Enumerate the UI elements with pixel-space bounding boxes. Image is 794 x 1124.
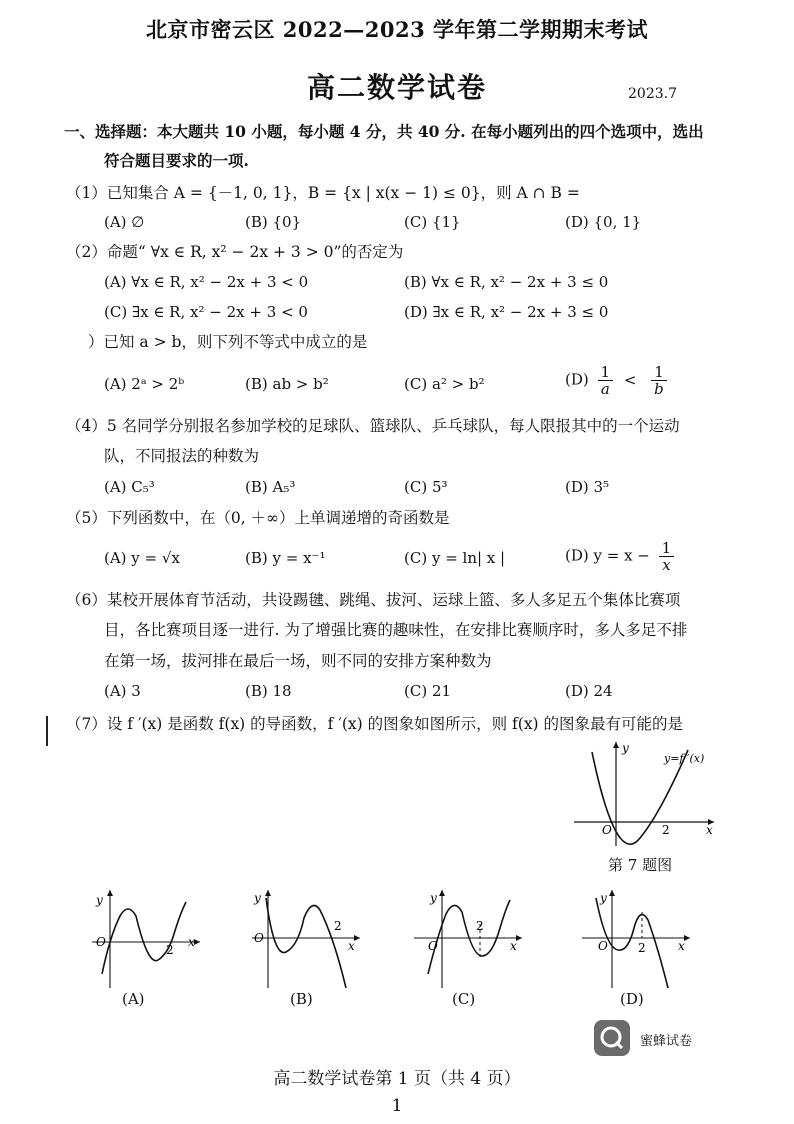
q4-option-b: (B) A₅³ (245, 478, 296, 496)
axis-x-label: x (706, 823, 713, 837)
q5-option-d (565, 540, 674, 573)
choice-c-tick: 2 (476, 919, 484, 933)
choice-c-origin: O (428, 939, 438, 953)
choice-a-y: y (96, 893, 103, 907)
q7-stem: （7）设 f ′(x) 是函数 f(x) 的导函数，f ′(x) 的图象如图所示，则 f(x) 的图象最有可能的是 (66, 715, 684, 733)
y-axis-arrow (613, 742, 619, 748)
q7-choice-b-graph (248, 884, 368, 994)
choice-b-origin: O (254, 931, 264, 945)
choice-b-tick: 2 (334, 919, 342, 933)
q3-option-b: (B) ab > b² (245, 375, 329, 393)
choice-d-y: y (600, 891, 607, 905)
q4-line2: 队，不同报法的种数为 (104, 447, 260, 465)
tick-2-label: 2 (662, 823, 670, 837)
q4-option-d: (D) 3⁵ (565, 478, 610, 496)
q6-line1: （6）某校开展体育节活动，共设踢毽、跳绳、拔河、运球上篮、多人多足五个集体比赛项 (66, 591, 681, 609)
q6-option-b: (B) 18 (245, 682, 292, 700)
q1-option-b: (B) {0} (245, 213, 302, 231)
q5-option-b: (B) y = x⁻¹ (245, 549, 326, 567)
exam-date: 2023.7 (628, 86, 677, 102)
q3-option-d-label: (D) (565, 370, 589, 389)
section-heading-line2: 符合题目要求的一项. (104, 151, 249, 170)
q2-option-b: (B) ∀x ∈ R, x² − 2x + 3 ≤ 0 (404, 273, 609, 291)
q3-less-than: < (623, 370, 637, 389)
margin-mark (46, 716, 48, 746)
q5-stem: （5）下列函数中，在（0, ＋∞）上单调递增的奇函数是 (66, 509, 450, 527)
choice-d-tick: 2 (638, 941, 646, 955)
curve-label: y=f ′(x) (664, 752, 705, 765)
q5-fraction: $\frac{1}{x}$ (659, 540, 675, 573)
q2-option-d: (D) ∃x ∈ R, x² − 2x + 3 ≤ 0 (404, 303, 609, 321)
paper-subtitle: 高二数学试卷 (306, 71, 487, 104)
q3-stem: ）已知 a > b，则下列不等式中成立的是 (88, 333, 368, 351)
watermark-text: 蜜蜂试卷 (640, 1034, 693, 1049)
q7-choice-d-label: (D) (620, 990, 644, 1008)
q5-option-d-label: (D) y = x − (565, 546, 650, 565)
choice-b-x: x (348, 939, 355, 953)
q4-option-c: (C) 5³ (404, 478, 448, 496)
choice-c-y: y (430, 891, 437, 905)
q2-option-c: (C) ∃x ∈ R, x² − 2x + 3 < 0 (104, 303, 308, 321)
q1-option-a: (A) ∅ (104, 213, 145, 231)
q4-option-a: (A) C₅³ (104, 478, 155, 496)
exam-title: 北京市密云区 2022—2023 学年第二学期期末考试 (145, 17, 648, 42)
q7-choice-c-label: (C) (452, 990, 476, 1008)
choice-d-origin: O (598, 939, 608, 953)
q6-line2: 目，各比赛项目逐一进行. 为了增强比赛的趣味性，在安排比赛顺序时，多人多足不排 (104, 621, 688, 639)
choice-c-x: x (510, 939, 517, 953)
q6-option-d: (D) 24 (565, 682, 613, 700)
choice-a-x: x (188, 935, 195, 949)
q3-fraction-right: $\frac{1}{b}$ (651, 364, 667, 397)
q3-option-a: (A) 2ᵃ > 2ᵇ (104, 375, 185, 393)
q7-choice-a-label: (A) (122, 990, 145, 1008)
q2-option-a: (A) ∀x ∈ R, x² − 2x + 3 < 0 (104, 273, 309, 291)
q1-option-d: (D) {0, 1} (565, 213, 642, 231)
axis-y-label: y (622, 741, 629, 755)
q4-line1: （4）5 名同学分别报名参加学校的足球队、篮球队、乒乓球队，每人限报其中的一个运动 (66, 417, 680, 435)
q6-line3: 在第一场，拔河排在最后一场，则不同的安排方案种数为 (104, 652, 492, 670)
watermark-logo-icon (594, 1020, 630, 1056)
page-footer: 高二数学试卷第 1 页（共 4 页） (273, 1069, 521, 1089)
q7-choice-b-label: (B) (290, 990, 313, 1008)
choice-a-tick: 2 (166, 943, 174, 957)
q5-option-a: (A) y = √x (104, 549, 180, 567)
q7-choice-d-graph (578, 884, 698, 994)
section-heading-line1: 一、选择题：本大题共 10 小题，每小题 4 分，共 40 分. 在每小题列出的四个选项中，选出 (64, 122, 704, 141)
q6-option-a: (A) 3 (104, 682, 141, 700)
q3-option-d (565, 364, 667, 397)
q7-choice-a-graph (88, 884, 208, 994)
choice-a-origin: O (96, 935, 106, 949)
q2-stem: （2）命题“ ∀x ∈ R, x² − 2x + 3 > 0”的否定为 (66, 243, 404, 261)
q6-option-c: (C) 21 (404, 682, 452, 700)
q7-derivative-graph (570, 738, 720, 850)
q3-fraction-left: $\frac{1}{a}$ (598, 364, 614, 397)
q7-figure-caption: 第 7 题图 (608, 856, 673, 874)
choice-d-x: x (678, 939, 685, 953)
q3-option-c: (C) a² > b² (404, 375, 485, 393)
page-number: 1 (391, 1096, 403, 1116)
q1-option-c: (C) {1} (404, 213, 461, 231)
choice-b-y: y (254, 891, 261, 905)
origin-label: O (602, 823, 612, 837)
q1-stem: （1）已知集合 A = {－1, 0, 1}，B = {x | x(x − 1) ≤ 0}，则 A ∩ B = (66, 184, 580, 202)
q7-choice-c-graph (410, 884, 530, 994)
q5-option-c: (C) y = ln| x | (404, 549, 506, 567)
